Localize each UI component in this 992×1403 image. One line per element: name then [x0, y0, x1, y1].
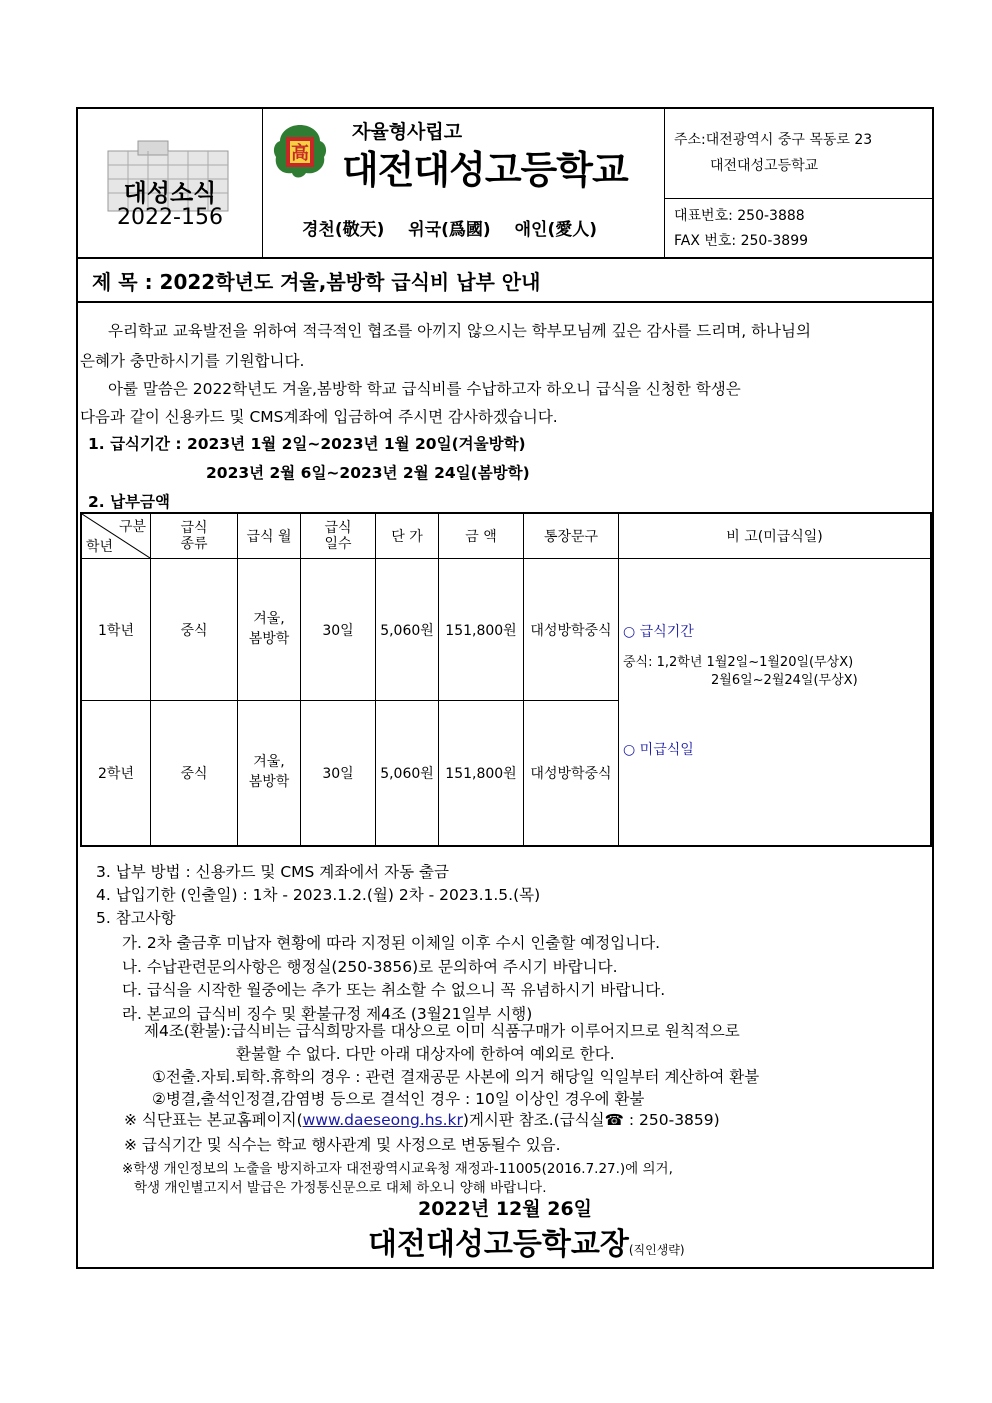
address-line-1: 주소:대전광역시 중구 목동로 23: [674, 132, 873, 148]
note-lunch-line2: 2월6일~2월24일(무상X): [711, 673, 858, 688]
newsletter-title: 대성소식: [123, 179, 217, 207]
menu-notice: ※ 식단표는 본교홈페이지(www.daeseong.hs.kr)게시판 참조.(급식실☎ : 250-3859): [124, 1111, 720, 1129]
subject-row: [78, 257, 932, 303]
issue-date: 2022년 12월 26일: [417, 1198, 593, 1220]
grade-cell: 1학년: [81, 559, 151, 701]
header-note: 비 고(미급식일): [619, 513, 932, 559]
svg-text:高: 高: [291, 143, 309, 164]
privacy-notice-line1: ※학생 개인정보의 노출을 방지하고자 대전광역시교육청 재정과-11005(2016.7.27.)에 의거,: [122, 1161, 673, 1177]
type-cell: 중식: [151, 701, 238, 846]
payment-method: 3. 납부 방법 : 신용카드 및 CMS 계좌에서 자동 출금: [96, 863, 449, 881]
document-frame: [76, 107, 934, 1269]
amount-cell: 151,800원: [439, 701, 524, 846]
intro-p1-line1: 우리학교 교육발전을 위하여 적극적인 협조를 아끼지 않으시는 학부모님께 깊은 감사를 드리며, 하나님의: [108, 322, 811, 340]
newsletter-number: 2022-156: [117, 205, 223, 230]
type-cell: 중식: [151, 559, 238, 701]
payment-deadline: 4. 납입기한 (인출일) : 1차 - 2023.1.2.(월) 2차 - 2023.1.5.(목): [96, 886, 541, 904]
amount-title: 2. 납부금액: [88, 493, 170, 511]
header-meal-days: 급식 일수: [301, 513, 376, 559]
memo-cell: 대성방학중식: [524, 559, 619, 701]
school-emblem-icon: [270, 121, 330, 181]
table-header-row: [81, 513, 931, 559]
subject-title: 제 목 : 2022학년도 겨울,봄방학 급식비 납부 안내: [92, 270, 541, 294]
school-motto: 경천(敬天) 위국(爲國) 애인(愛人): [302, 220, 597, 240]
contact-box: [664, 109, 932, 257]
table-row: [81, 559, 931, 701]
meal-period-line2: 2023년 2월 6일~2023년 2월 24일(봄방학): [206, 464, 530, 482]
month-cell: 겨울, 봄방학: [238, 559, 301, 701]
school-title-box: [262, 109, 665, 257]
ref-na: 나. 수납관련문의사항은 행정실(250-3856)로 문의하여 주시기 바랍니다.: [122, 958, 618, 976]
address-line-2: 대전대성고등학교: [710, 158, 819, 174]
price-cell: 5,060원: [376, 559, 439, 701]
note-meal-period: ○ 급식기간: [623, 624, 694, 640]
school-type: 자율형사립고: [352, 121, 463, 143]
refund-article-line1: 제4조(환불):급식비는 급식희망자를 대상으로 이미 식품구매가 이루어지므로 원칙적으로: [144, 1022, 740, 1040]
ref-ra: 라. 본교의 급식비 징수 및 환불규정 제4조 (3월21일부 시행): [122, 1005, 533, 1023]
note-no-meal-days: ○ 미급식일: [623, 742, 694, 758]
price-cell: 5,060원: [376, 701, 439, 846]
header-bank-memo: 통장문구: [524, 513, 619, 559]
references-title: 5. 참고사항: [96, 909, 176, 927]
refund-item-2: ②병결,출석인정결,감염병 등으로 결석인 경우 : 10일 이상인 경우에 환불: [152, 1090, 645, 1108]
letterhead: [78, 109, 932, 259]
grade-cell: 2학년: [81, 701, 151, 846]
homepage-link[interactable]: www.daeseong.hs.kr: [302, 1111, 463, 1129]
month-cell: 겨울, 봄방학: [238, 701, 301, 846]
header-unit-price: 단 가: [376, 513, 439, 559]
privacy-notice-line2: 학생 개인별고지서 발급은 가정통신문으로 대체 하오니 양해 바랍니다.: [134, 1180, 547, 1196]
ref-ga: 가. 2차 출금후 미납자 현황에 따라 지정된 이체일 이후 수시 인출할 예정입니다.: [122, 934, 661, 952]
school-name: 대전대성고등학교: [342, 148, 628, 192]
ref-da: 다. 급식을 시작한 월중에는 추가 또는 취소할 수 없으니 꼭 유념하시기 바랍니다.: [122, 981, 666, 999]
header-meal-type: 급식 종류: [151, 513, 238, 559]
intro-p2-line1: 아룰 말씀은 2022학년도 겨울,봄방학 학교 급식비를 수납하고자 하오니 급식을 신청한 학생은: [108, 380, 741, 398]
contact-divider: [664, 198, 932, 199]
intro-p2-line2: 다음과 같이 신용카드 및 CMS계좌에 입금하여 주시면 감사하겠습니다.: [80, 408, 558, 426]
refund-article-line2: 환불할 수 없다. 다만 아래 대상자에 한하여 예외로 한다.: [236, 1045, 615, 1063]
days-cell: 30일: [301, 559, 376, 701]
meal-period: 1. 급식기간 : 2023년 1월 2일~2023년 1월 20일(겨울방학): [88, 435, 526, 453]
fee-table: [80, 512, 932, 847]
days-cell: 30일: [301, 701, 376, 846]
memo-cell: 대성방학중식: [524, 701, 619, 846]
newsletter-box: [78, 109, 263, 257]
fax-number: FAX 번호: 250-3899: [674, 233, 809, 249]
refund-item-1: ①전출.자퇴.퇴학.휴학의 경우 : 관련 결재공문 사본에 의거 해당일 익일부터 계산하여 환불: [152, 1068, 760, 1086]
header-meal-month: 급식 월: [238, 513, 301, 559]
note-lunch-line1: 중식: 1,2학년 1월2일~1월20일(무상X): [623, 655, 854, 670]
note-cell: [619, 559, 932, 846]
principal-signature: 대전대성고등학교장(직인생략): [368, 1227, 685, 1262]
intro-p1-line2: 은혜가 충만하시기를 기원합니다.: [80, 352, 305, 370]
seal-omitted-note: (직인생략): [628, 1243, 685, 1257]
header-amount: 금 액: [439, 513, 524, 559]
amount-cell: 151,800원: [439, 559, 524, 701]
phone-number: 대표번호: 250-3888: [674, 208, 805, 224]
header-grade-category: 구분 학년: [81, 513, 151, 559]
change-notice: ※ 급식기간 및 식수는 학교 행사관계 및 사정으로 변동될수 있음.: [124, 1136, 561, 1154]
